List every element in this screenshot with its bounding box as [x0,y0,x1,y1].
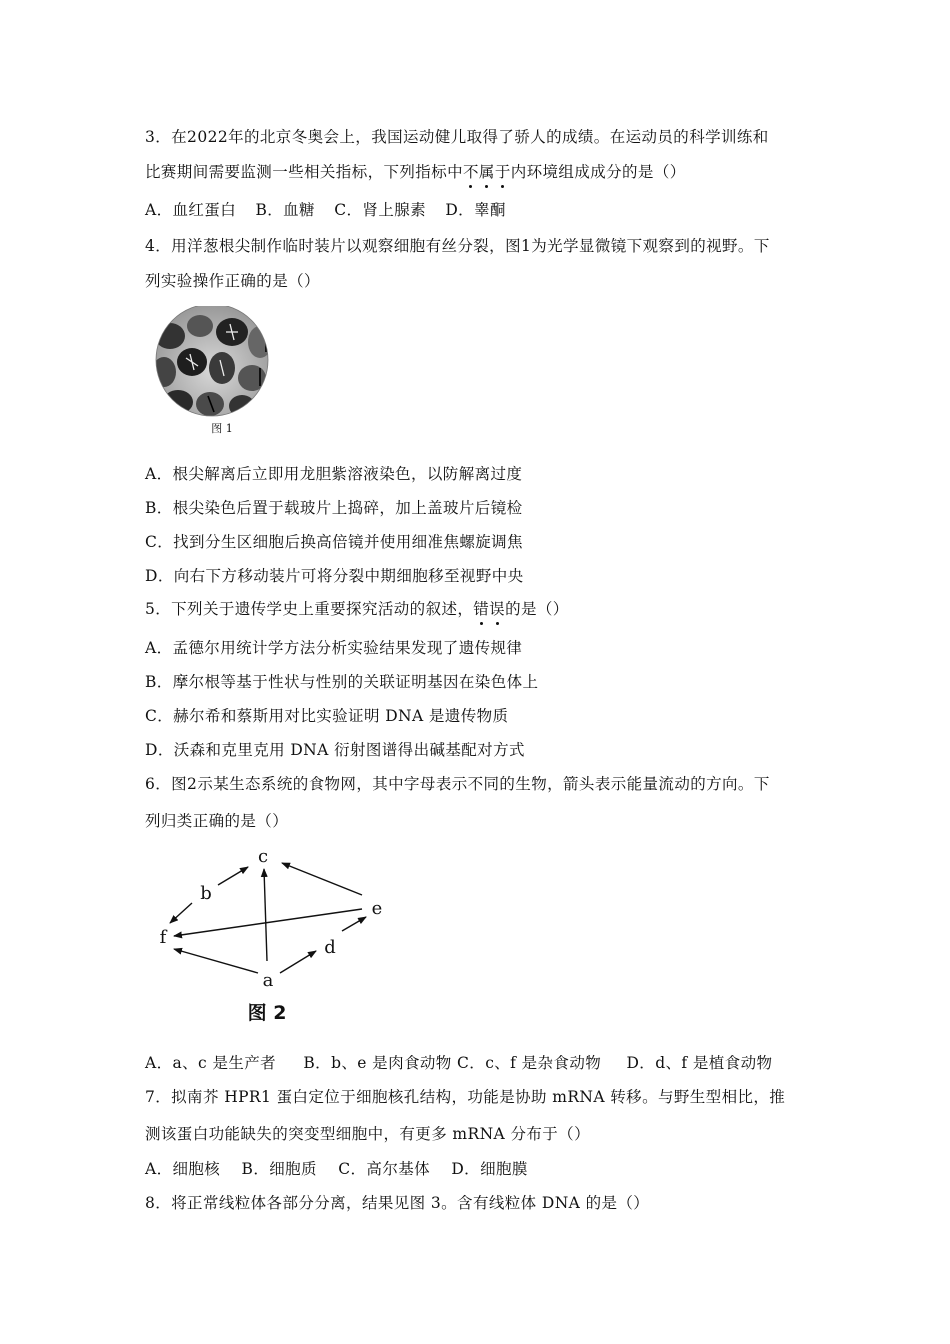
q3-options [145,200,506,220]
q8-stem: 8．将正常线粒体各部分分离，结果见图 3。含有线粒体 DNA 的是（） [145,1194,650,1212]
arrow-e-to-c [282,863,362,895]
figure-2-food-web [150,845,390,1025]
q7-options [145,1159,528,1179]
emphasis-char: 不 [463,163,479,181]
emphasis-char: 误 [489,600,506,618]
q7-option-a: A．细胞核 [145,1160,221,1178]
node-b-label: b [200,883,212,904]
q6-option-c: C．c、f 是杂食动物 [457,1054,602,1072]
arrow-e-to-f [174,909,362,936]
q6-option-a: A．a、c 是生产者 [145,1054,277,1072]
q6-option-b: B．b、e 是肉食动物 [303,1054,452,1072]
q5-option-d: D．沃森和克里克用 DNA 衍射图谱得出碱基配对方式 [145,741,525,759]
arrow-a-to-f [174,949,258,973]
q5-option-a: A．孟德尔用统计学方法分析实验结果发现了遗传规律 [145,639,523,657]
emphasis-char: 于 [494,163,511,181]
figure-1-micrograph [148,306,278,434]
arrow-b-to-c [218,867,248,885]
q3-option-a: A．血红蛋白 [145,201,237,219]
q3-option-d: D．睾酮 [445,201,506,219]
node-a-label: a [262,970,274,991]
node-f-label: f [159,927,167,948]
q4-option-b: B．根尖染色后置于载玻片上捣碎，加上盖玻片后镜检 [145,499,523,517]
q4-stem-line2: 列实验操作正确的是（） [145,272,320,290]
figure-1-caption: 图 1 [211,422,233,434]
emphasis-char: 错 [473,600,490,618]
q5-stem [145,599,569,619]
q6-stem-line2: 列归类正确的是（） [145,812,289,830]
node-e-label: e [371,898,383,919]
arrow-b-to-f [170,903,192,923]
node-d-label: d [324,937,336,958]
q7-option-b: B．细胞质 [241,1160,317,1178]
q5-option-b: B．摩尔根等基于性状与性别的关联证明基因在染色体上 [145,673,539,691]
q3-stem-post: 内环境组成成分的是（） [510,163,686,181]
emphasis-char: 属 [478,163,495,181]
q4-option-d: D．向右下方移动装片可将分裂中期细胞移至视野中央 [145,567,524,585]
q7-option-c: C．高尔基体 [338,1160,431,1178]
node-c-label: c [257,846,269,867]
q3-stem-line2 [145,162,686,182]
q3-option-c: C．肾上腺素 [334,201,427,219]
q4-option-a: A．根尖解离后立即用龙胆紫溶液染色，以防解离过度 [145,465,523,483]
q7-stem-line2: 测该蛋白功能缺失的突变型细胞中，有更多 mRNA 分布于（） [145,1125,590,1143]
q5-option-c: C．赫尔希和蔡斯用对比实验证明 DNA 是遗传物质 [145,707,509,725]
q4-option-c: C．找到分生区细胞后换高倍镜并使用细准焦螺旋调焦 [145,533,523,551]
q7-stem-line1: 7．拟南芥 HPR1 蛋白定位于细胞核孔结构，功能是协助 mRNA 转移。与野生型相比，推 [145,1088,786,1106]
q7-option-d: D．细胞膜 [451,1160,528,1178]
q3-stem-line1: 3．在2022年的北京冬奥会上，我国运动健儿取得了骄人的成绩。在运动员的科学训练和 [145,128,769,146]
figure-2-caption: 图 2 [247,1002,287,1024]
arrow-a-to-c [264,869,267,961]
q5-stem-post: 的是（） [505,600,569,618]
q3-option-b: B．血糖 [255,201,315,219]
q6-stem-line1: 6．图2示某生态系统的食物网，其中字母表示不同的生物，箭头表示能量流动的方向。下 [145,775,770,793]
q4-stem-line1: 4．用洋葱根尖制作临时装片以观察细胞有丝分裂，图1为光学显微镜下观察到的视野。下 [145,237,770,255]
q3-stem-pre: 比赛期间需要监测一些相关指标，下列指标中 [145,163,464,181]
q6-options [145,1053,772,1073]
arrow-d-to-e [342,917,366,931]
q5-stem-pre: 5．下列关于遗传学史上重要探究活动的叙述， [145,600,474,618]
arrow-a-to-d [280,951,316,973]
q6-option-d: D．d、f 是植食动物 [626,1054,773,1072]
